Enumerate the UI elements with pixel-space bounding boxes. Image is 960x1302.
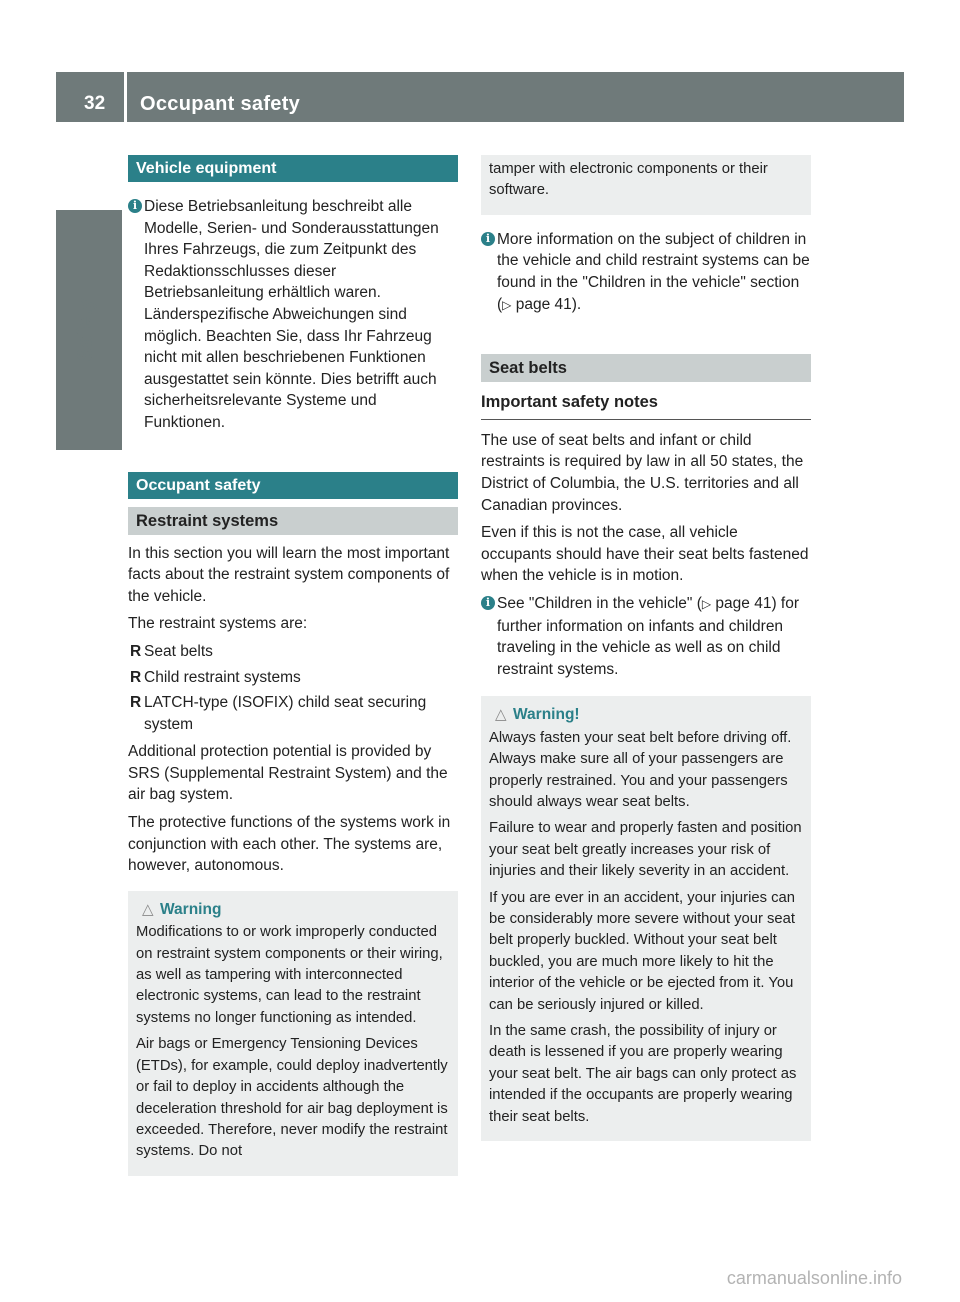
warning-text: Always fasten your seat belt before driving off. Always make sure all of your passengers are properly restrained. You and your passengers should always wear seat belts. <box>489 729 792 810</box>
warning-text: Failure to wear and properly fasten and position your seat belt greatly increases your risk of injuries and their likely severity in an accident. <box>489 820 802 880</box>
info-icon: i <box>481 596 495 610</box>
vehicle-equipment-text: Diese Betriebsanleitung beschreibt alle Modelle, Serien- und Sonderausstattungen Ihres Fahrzeugs, die zum Zeitpunkt des Redaktionsschlusses dieser Betriebsanleitung erhältlich waren. Länderspezifische Abweichungen sind möglich. Beachten Sie, dass Ihr Fahrzeug nicht mit allen beschriebenen Funktionen ausgestattet sein könnte. Dies betrifft auch sicherheitsrelevante Systeme und Funktionen. <box>144 198 439 431</box>
additional-protection-text: Additional protection potential is provided by SRS (Supplemental Restraint System) and the air bag system. <box>128 743 448 804</box>
list-item: R LATCH-type (ISOFIX) child seat securing system <box>130 694 427 733</box>
restraint-list-intro: The restraint systems are: <box>128 615 308 633</box>
right-column <box>481 155 811 1141</box>
warning-text: tamper with electronic components or their software. <box>489 161 768 199</box>
list-item: R Child restraint systems <box>130 668 301 686</box>
warning-text: Air bags or Emergency Tensioning Devices (ETDs), for example, could deploy inadvertently or fail to deploy in accidents although the deceleration threshold for air bag deployment is exceeded. Therefore, never modify the restraint systems. Do not <box>136 1036 448 1160</box>
warning-triangle-icon: △ <box>142 900 154 918</box>
restraint-warning-box <box>128 891 458 1176</box>
page-ref-triangle-icon: ▷ <box>502 297 512 312</box>
restraint-warning-continued <box>481 155 811 215</box>
warning-title: △ Warning <box>136 899 450 920</box>
law-text: The use of seat belts and infant or child restraints is required by law in all 50 states, the District of Columbia, the U.S. territories and all Canadian provinces. <box>481 431 804 514</box>
occupant-safety-heading: Occupant safety <box>128 472 458 499</box>
list-item: R Seat belts <box>130 642 213 660</box>
page-ref-link[interactable]: page 41) for further information on infants and children traveling in the vehicle as well as on child restraint systems. <box>497 594 800 678</box>
info-icon: i <box>481 232 495 246</box>
children-info: i More information on the subject of children in the vehicle and child restraint systems can be found in the "Children in the vehicle" section (▷ page 41). <box>481 229 811 316</box>
left-column <box>128 155 458 1176</box>
restraint-intro: In this section you will learn the most important facts about the restraint system components of the vehicle. <box>128 544 450 605</box>
side-tab-label: Safety <box>74 298 97 362</box>
info-icon: i <box>128 199 142 213</box>
restraint-systems-heading: Restraint systems <box>128 507 458 535</box>
warning-text: In the same crash, the possibility of injury or death is lessened if you are properly wearing your seat belt. The air bags can only protect as intended if the occupants are properly wearing their seat belts. <box>489 1023 797 1125</box>
see-children-info: i See "Children in the vehicle" (▷ page 41) for further information on infants and children traveling in the vehicle as well as on child restraint systems. <box>481 593 811 680</box>
watermark: carmanualsonline.info <box>726 1268 902 1288</box>
warning-triangle-icon: △ <box>495 706 507 724</box>
important-safety-notes-heading: Important safety notes <box>481 392 811 420</box>
vehicle-equipment-info <box>128 196 458 434</box>
even-if-text: Even if this is not the case, all vehicle occupants should have their seat belts fastened when the vehicle is in motion. <box>481 524 809 585</box>
restraint-list <box>128 641 458 735</box>
seat-belts-heading: Seat belts <box>481 354 811 382</box>
page-ref-link[interactable]: page 41). <box>515 295 582 313</box>
warning-text: Modifications to or work improperly conducted on restraint system components or their wiring, as well as tampering with interconnected electronic systems, can lead to the restraint systems no longer functioning as intended. <box>136 924 443 1026</box>
page-number: 32 <box>84 93 106 114</box>
warning-title: △ Warning! <box>489 704 803 725</box>
page-ref-triangle-icon: ▷ <box>701 596 712 611</box>
protective-functions-text: The protective functions of the systems work in conjunction with each other. The systems are, however, autonomous. <box>128 814 451 875</box>
vehicle-equipment-heading: Vehicle equipment <box>128 155 458 182</box>
page-title: Occupant safety <box>140 93 301 115</box>
header-divider <box>124 72 127 122</box>
seat-belt-warning-box <box>481 696 811 1141</box>
warning-text: If you are ever in an accident, your injuries can be considerably more severe without your seat belt properly buckled. Without your seat belt buckled, you are much more likely to hit the interior of the vehicle or be ejected from it. You can be seriously injured or killed. <box>489 889 795 1013</box>
